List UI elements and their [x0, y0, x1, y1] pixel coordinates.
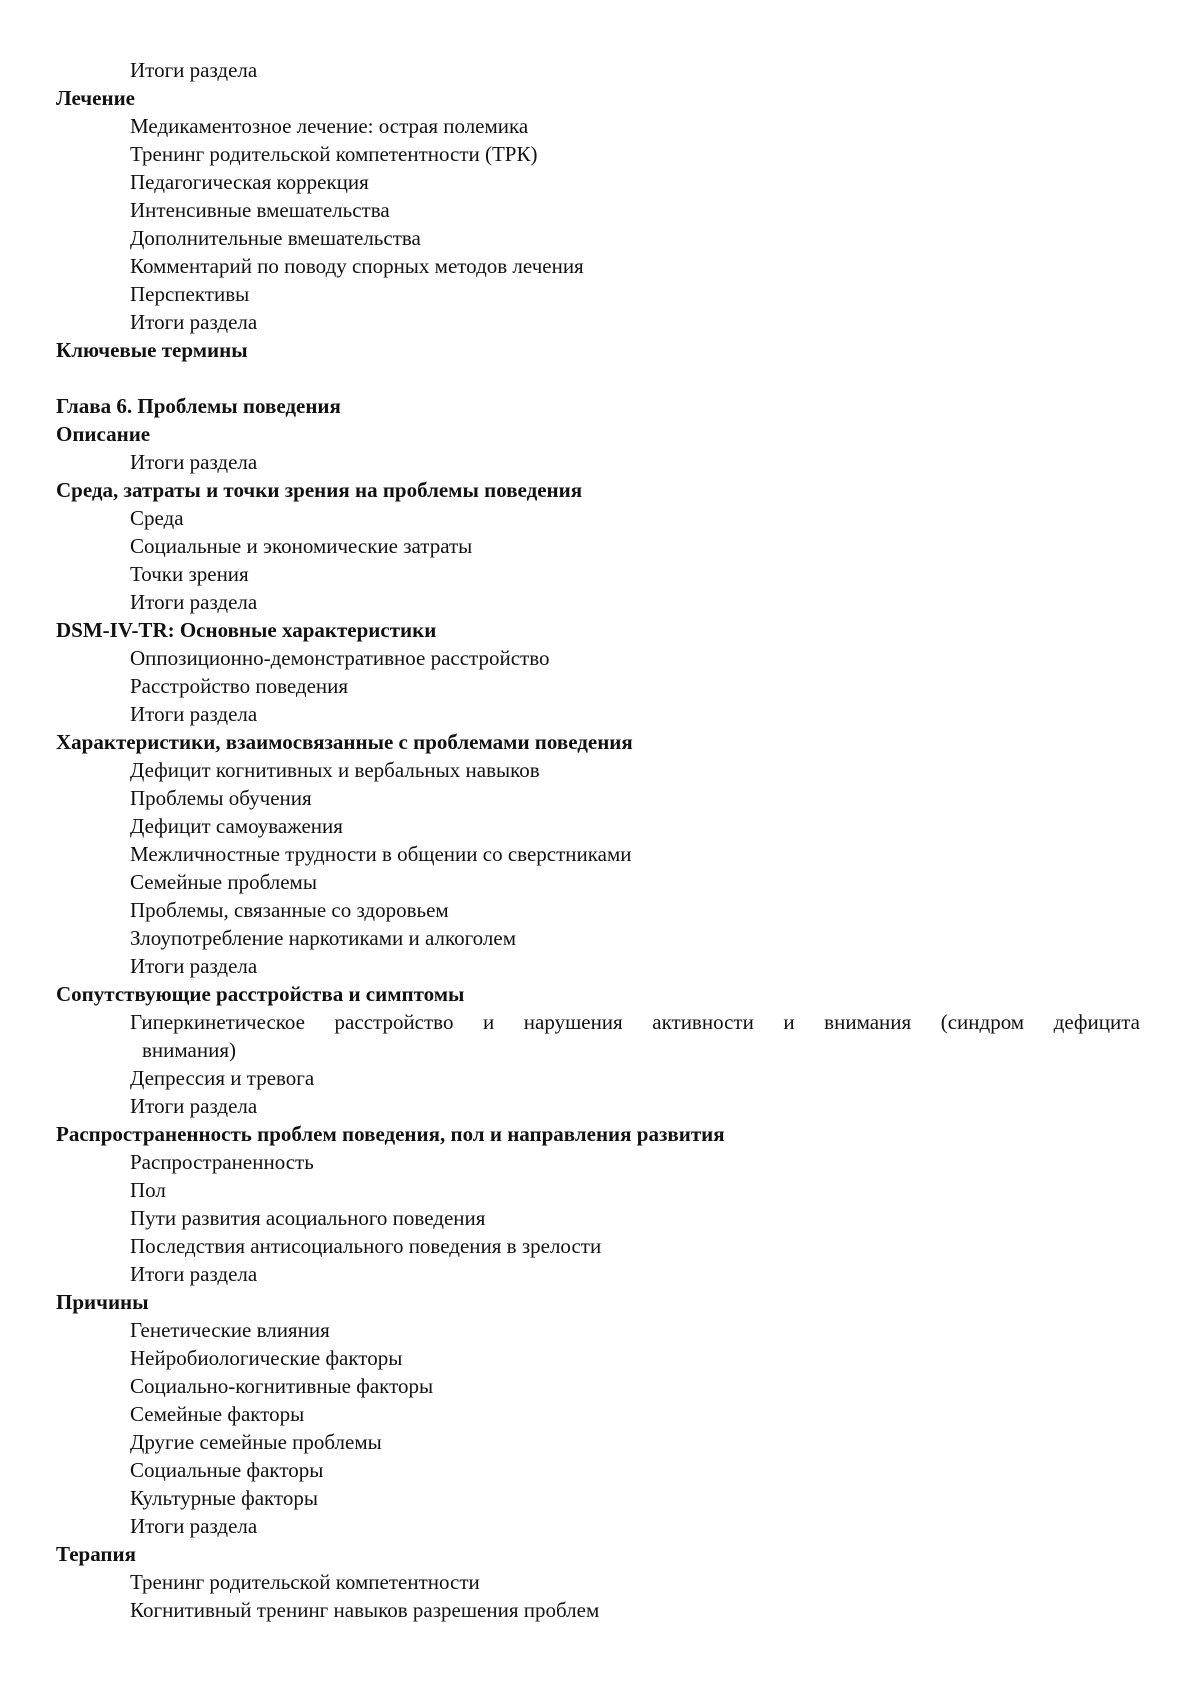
- toc-entry: Оппозиционно-демонстративное расстройство: [130, 646, 550, 670]
- toc-entry: Культурные факторы: [130, 1486, 318, 1510]
- toc-heading: Среда, затраты и точки зрения на проблемы поведения: [56, 478, 583, 502]
- toc-entry: Социально-когнитивные факторы: [130, 1374, 434, 1398]
- toc-entry-continuation: внимания): [142, 1038, 236, 1062]
- toc-entry-text: Гиперкинетическое расстройство и нарушения активности и внимания (синдром дефицита: [130, 1010, 1140, 1034]
- section-gap: [56, 364, 1146, 392]
- toc-entry: Последствия антисоциального поведения в зрелости: [130, 1234, 602, 1258]
- toc-entry: Дефицит когнитивных и вербальных навыков: [130, 758, 540, 782]
- toc-heading: Распространенность проблем поведения, пол и направления развития: [56, 1122, 725, 1146]
- toc-entry: Дефицит самоуважения: [130, 814, 343, 838]
- toc-entry: Социальные факторы: [130, 1458, 324, 1482]
- toc-entry: Депрессия и тревога: [130, 1066, 315, 1090]
- toc-heading: Лечение: [56, 86, 135, 110]
- toc-entry: Пол: [130, 1178, 166, 1202]
- toc-entry: Когнитивный тренинг навыков разрешения проблем: [130, 1598, 600, 1622]
- toc-entry: Итоги раздела: [130, 1514, 258, 1538]
- toc-entry: Расстройство поведения: [130, 674, 349, 698]
- toc-entry: Точки зрения: [130, 562, 249, 586]
- toc-entry: Итоги раздела: [130, 450, 258, 474]
- toc-entry: Нейробиологические факторы: [130, 1346, 403, 1370]
- toc-entry: Тренинг родительской компетентности: [130, 1570, 480, 1594]
- toc-heading: DSM-IV-TR: Основные характеристики: [56, 618, 437, 642]
- toc-entry: Итоги раздела: [130, 954, 258, 978]
- toc-heading: Описание: [56, 422, 151, 446]
- toc-entry: [56, 1008, 1146, 1064]
- toc-entry: Дополнительные вмешательства: [130, 226, 421, 250]
- toc-entry: Другие семейные проблемы: [130, 1430, 382, 1454]
- toc-entry: Перспективы: [130, 282, 250, 306]
- toc-entry: Семейные проблемы: [130, 870, 317, 894]
- table-of-contents: [56, 56, 1146, 1624]
- toc-heading: Сопутствующие расстройства и симптомы: [56, 982, 465, 1006]
- toc-entry: Среда: [130, 506, 184, 530]
- toc-entry: Генетические влияния: [130, 1318, 330, 1342]
- toc-entry: Распространенность: [130, 1150, 314, 1174]
- toc-entry: Межличностные трудности в общении со сверстниками: [130, 842, 632, 866]
- toc-entry: Тренинг родительской компетентности (ТРК): [130, 142, 538, 166]
- toc-entry: Проблемы обучения: [130, 786, 312, 810]
- toc-entry: Итоги раздела: [130, 1262, 258, 1286]
- toc-entry: Итоги раздела: [130, 590, 258, 614]
- toc-heading: Ключевые термины: [56, 338, 248, 362]
- toc-entry: Злоупотребление наркотиками и алкоголем: [130, 926, 516, 950]
- toc-entry: Педагогическая коррекция: [130, 170, 369, 194]
- toc-entry: Итоги раздела: [130, 702, 258, 726]
- toc-heading: Причины: [56, 1290, 149, 1314]
- toc-entry: Пути развития асоциального поведения: [130, 1206, 486, 1230]
- toc-entry: Семейные факторы: [130, 1402, 305, 1426]
- toc-entry: Медикаментозное лечение: острая полемика: [130, 114, 529, 138]
- toc-entry: Итоги раздела: [130, 58, 258, 82]
- toc-entry: Итоги раздела: [130, 310, 258, 334]
- toc-entry: Проблемы, связанные со здоровьем: [130, 898, 449, 922]
- toc-entry: Интенсивные вмешательства: [130, 198, 390, 222]
- toc-entry: Итоги раздела: [130, 1094, 258, 1118]
- toc-heading: Характеристики, взаимосвязанные с проблемами поведения: [56, 730, 633, 754]
- toc-heading: Глава 6. Проблемы поведения: [56, 394, 341, 418]
- toc-entry: Социальные и экономические затраты: [130, 534, 473, 558]
- toc-heading: Терапия: [56, 1542, 136, 1566]
- toc-entry: Комментарий по поводу спорных методов лечения: [130, 254, 584, 278]
